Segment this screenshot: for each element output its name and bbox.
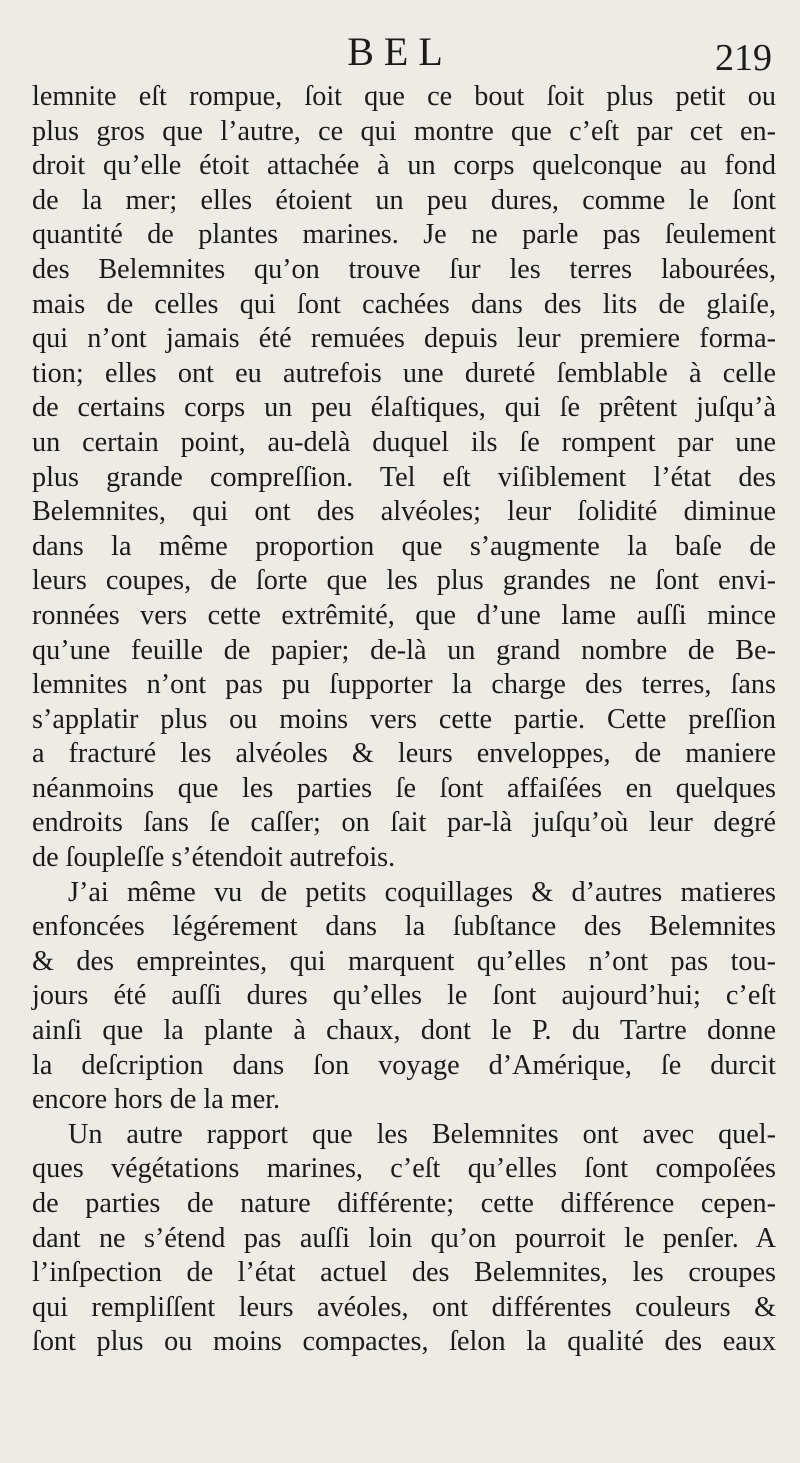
text-line: qui n’ont jamais été remuées depuis leur premiere forma- xyxy=(32,323,776,355)
text-line: plus grande compreſſion. Tel eſt viſiblement l’état des xyxy=(32,461,776,493)
page-number: 219 xyxy=(715,37,772,79)
text-line: encore hors de la mer. xyxy=(32,1084,281,1116)
text-line: Un autre rapport que les Belemnites ont avec quel- xyxy=(68,1118,776,1150)
text-line: dant ne s’étend pas auſſi loin qu’on pourroit le penſer. A xyxy=(32,1222,776,1254)
text-line: ainſi que la plante à chaux, dont le P. du Tartre donne xyxy=(32,1015,776,1047)
text-line: lemnites n’ont pas pu ſupporter la charge des terres, ſans xyxy=(32,669,776,701)
text-line: l’inſpection de l’état actuel des Belemnites, les croupes xyxy=(32,1257,776,1289)
text-line: qu’une feuille de papier; de-là un grand nombre de Be- xyxy=(32,634,776,666)
paragraph-1 xyxy=(32,80,776,876)
running-head-title: BEL xyxy=(347,29,453,74)
text-line: quantité de plantes marines. Je ne parle pas ſeulement xyxy=(32,219,776,251)
text-line: Belemnites, qui ont des alvéoles; leur ſolidité diminue xyxy=(32,496,776,528)
text-line: un certain point, au-delà duquel ils ſe rompent par une xyxy=(32,426,776,458)
body-text xyxy=(32,80,776,1360)
text-line: plus gros que l’autre, ce qui montre que c’eſt par cet en- xyxy=(32,115,776,147)
paragraph-2 xyxy=(32,876,776,1118)
text-line: enfoncées légérement dans la ſubſtance des Belemnites xyxy=(32,911,776,943)
paragraph-3 xyxy=(32,1118,776,1360)
text-line: dans la même proportion que s’augmente la baſe de xyxy=(32,530,776,562)
text-line: ques végétations marines, c’eſt qu’elles ſont compoſées xyxy=(32,1153,776,1185)
text-line: de parties de nature différente; cette différence cepen- xyxy=(32,1188,776,1219)
text-line: J’ai même vu de petits coquillages & d’autres matieres xyxy=(68,876,776,908)
text-line: tion; elles ont eu autrefois une dureté ſemblable à celle xyxy=(32,357,776,389)
text-line: de ſoupleſſe s’étendoit autrefois. xyxy=(32,842,396,874)
text-line: la deſcription dans ſon voyage d’Amérique, ſe durcit xyxy=(32,1049,776,1081)
text-line: endroits ſans ſe caſſer; on ſait par-là juſqu’où leur degré xyxy=(32,807,776,839)
text-line: mais de celles qui ſont cachées dans des lits de glaiſe, xyxy=(32,288,776,320)
text-line: leurs coupes, de ſorte que les plus grandes ne ſont envi- xyxy=(32,565,776,597)
text-line: jours été auſſi dures qu’elles le ſont aujourd’hui; c’eſt xyxy=(32,980,776,1012)
text-line: lemnite eſt rompue, ſoit que ce bout ſoit plus petit ou xyxy=(32,81,776,112)
text-line: & des empreintes, qui marquent qu’elles n’ont pas tou- xyxy=(32,945,776,977)
text-line: des Belemnites qu’on trouve ſur les terres labourées, xyxy=(32,253,776,285)
text-line: ronnées vers cette extrêmité, que d’une lame auſſi mince xyxy=(32,599,776,631)
text-line: ſont plus ou moins compactes, ſelon la qualité des eaux xyxy=(32,1326,776,1358)
text-line: s’applatir plus ou moins vers cette partie. Cette preſſion xyxy=(32,703,776,735)
text-line: droit qu’elle étoit attachée à un corps quelconque au fond xyxy=(32,150,776,182)
text-line: qui rempliſſent leurs avéoles, ont différentes couleurs & xyxy=(32,1291,776,1323)
text-line: néanmoins que les parties ſe ſont affaiſées en quelques xyxy=(32,772,776,804)
text-line: de la mer; elles étoient un peu dures, comme le ſont xyxy=(32,184,776,216)
text-line: a fracturé les alvéoles & leurs enveloppes, de maniere xyxy=(32,738,776,770)
text-line: de certains corps un peu élaſtiques, qui ſe prêtent juſqu’à xyxy=(32,392,776,424)
running-head xyxy=(0,26,800,79)
